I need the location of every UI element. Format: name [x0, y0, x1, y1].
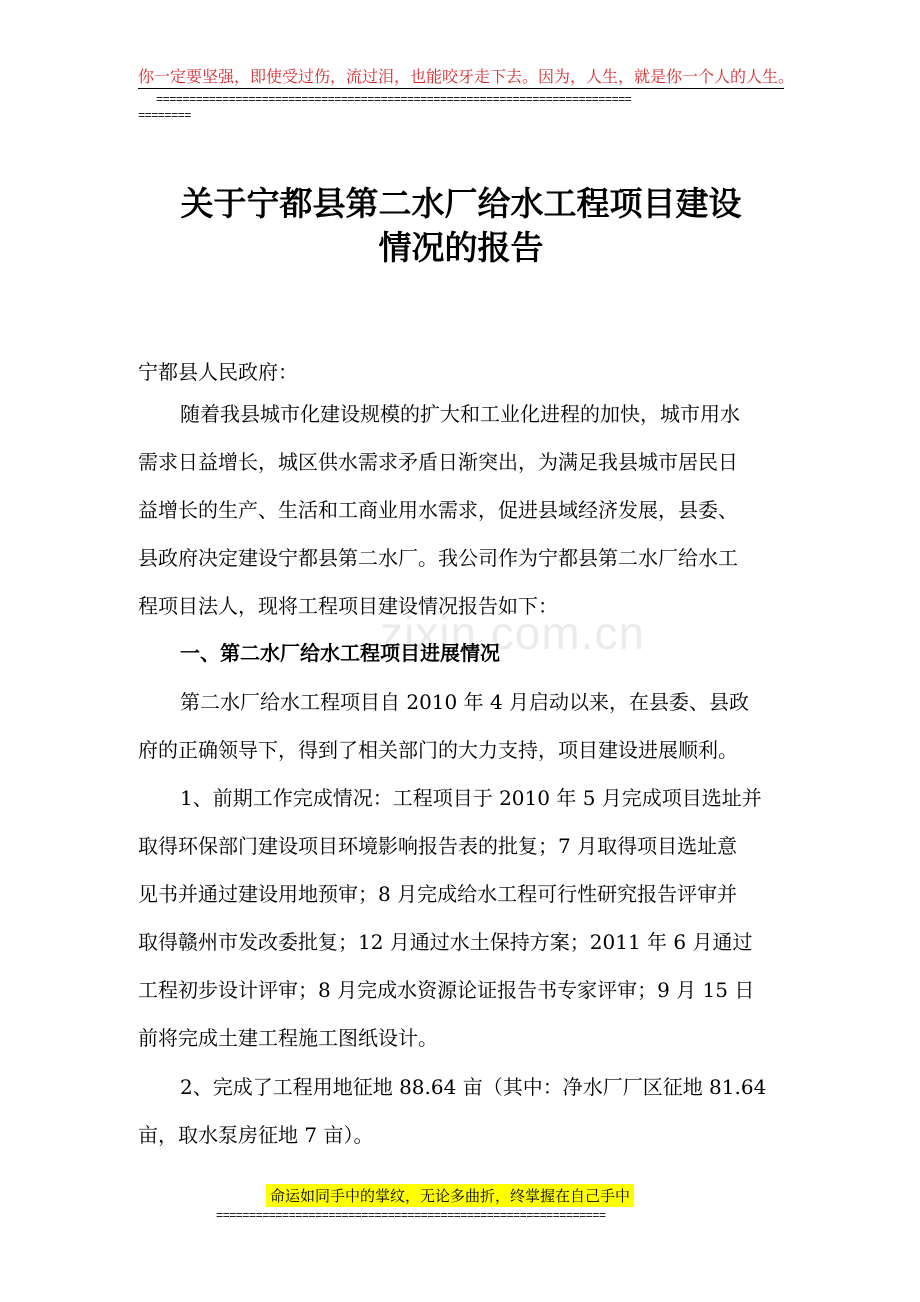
para3-line: 1、前期工作完成情况：工程项目于 2010 年 5 月完成项目选址并 [180, 786, 762, 810]
para1-line: 益增长的生产、生活和工商业用水需求，促进县域经济发展，县委、 [138, 498, 738, 522]
para4-line: 2、完成了工程用地征地 88.64 亩（其中：净水厂厂区征地 81.64 [180, 1075, 767, 1099]
para3-line: 工程初步设计评审；8 月完成水资源论证报告书专家评审；9 月 15 日 [138, 978, 755, 1002]
para1-line: 县政府决定建设宁都县第二水厂。我公司作为宁都县第二水厂给水工 [138, 546, 738, 570]
para1-line: 随着我县城市化建设规模的扩大和工业化进程的加快，城市用水 [180, 402, 740, 426]
para1-line: 需求日益增长，城区供水需求矛盾日渐突出，为满足我县城市居民日 [138, 450, 738, 474]
salutation: 宁都县人民政府： [138, 360, 298, 384]
document-title-line2: 情况的报告 [378, 228, 544, 267]
header-separator-line2: ======== [138, 109, 191, 123]
header-separator-line1: ======================================================================== [156, 93, 632, 107]
para3-line: 见书并通过建设用地预审；8 月完成给水工程可行性研究报告评审并 [138, 882, 738, 906]
para4-line: 亩，取水泵房征地 7 亩）。 [138, 1123, 374, 1147]
watermark: zixin.com.cn [380, 607, 646, 659]
footer-motto: 命运如同手中的掌纹，无论多曲折，终掌握在自己手中 [266, 1184, 634, 1207]
header-rule [138, 88, 784, 89]
para3-line: 取得环保部门建设项目环境影响报告表的批复；7 月取得项目选址意 [138, 834, 738, 858]
para3-line: 前将完成土建工程施工图纸设计。 [138, 1026, 438, 1050]
document-title-line1: 关于宁都县第二水厂给水工程项目建设 [180, 184, 742, 223]
para2-line: 府的正确领导下，得到了相关部门的大力支持，项目建设进展顺利。 [138, 738, 738, 762]
para1-line: 程项目法人，现将工程项目建设情况报告如下： [138, 594, 558, 618]
section1-heading: 一、第二水厂给水工程项目进展情况 [180, 641, 500, 665]
para3-line: 取得赣州市发改委批复；12 月通过水土保持方案；2011 年 6 月通过 [138, 930, 753, 954]
footer-separator: =========================================================== [216, 1209, 606, 1223]
para2-line: 第二水厂给水工程项目自 2010 年 4 月启动以来，在县委、县政 [180, 690, 750, 714]
header-motto: 你一定要坚强，即使受过伤，流过泪，也能咬牙走下去。因为，人生，就是你一个人的人生。 [138, 67, 795, 86]
